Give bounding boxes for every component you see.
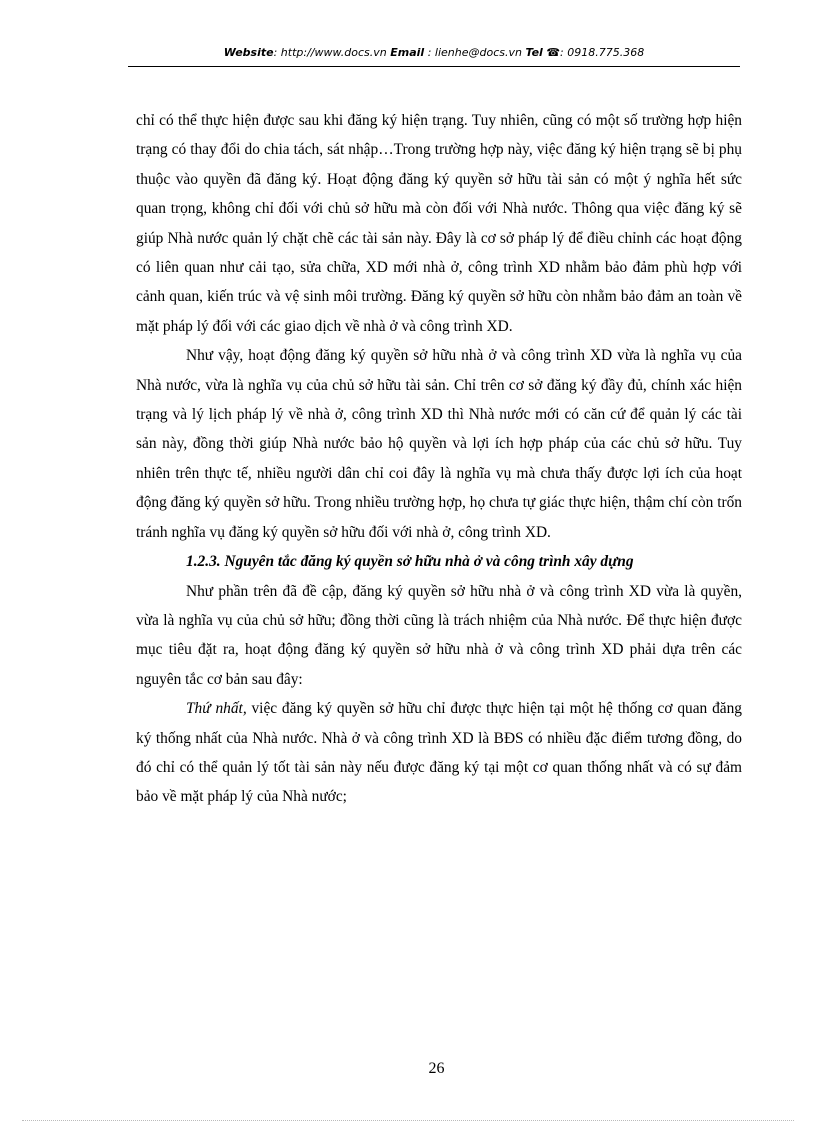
tel-value: : 0918.775.368 <box>560 46 645 59</box>
footer-divider <box>22 1120 794 1121</box>
phone-icon: ☎ <box>546 46 561 59</box>
email-label: Email <box>390 46 425 59</box>
paragraph-4-lead: Thứ nhất, <box>186 700 247 718</box>
header-divider <box>128 66 740 67</box>
section-heading: 1.2.3. Nguyên tắc đăng ký quyền sở hữu nhà ở và công trình xây dựng <box>186 553 634 571</box>
tel-label: Tel <box>525 46 543 59</box>
body-text <box>136 106 742 812</box>
paragraph-3: Như phần trên đã đề cập, đăng ký quyền sở hữu nhà ở và công trình XD vừa là quyền, vừa là nghĩa vụ của chủ sở hữu; đồng thời cũng là trách nhiệm của Nhà nước. Để thực hiện được mục tiêu đặt ra, hoạt động đăng ký quyền sở hữu nhà ở và công trình XD phải dựa trên các nguyên tắc cơ bản sau đây: <box>136 582 742 688</box>
paragraph-4-text: việc đăng ký quyền sở hữu chỉ được thực hiện tại một hệ thống cơ quan đăng ký thống nhất của Nhà nước. Nhà ở và công trình XD là BĐS có nhiều đặc điểm tương đồng, do đó chỉ có thể quản lý tốt tài sản này nếu được đăng ký tại một cơ quan thống nhất và có sự đảm bảo về mặt pháp lý của Nhà nước; <box>136 700 742 806</box>
paragraph-2: Như vậy, hoạt động đăng ký quyền sở hữu nhà ở và công trình XD vừa là nghĩa vụ của Nhà nước, vừa là nghĩa vụ của chủ sở hữu tài sản. Chỉ trên cơ sở đăng ký đầy đủ, chính xác hiện trạng và lý lịch pháp lý về nhà ở, công trình XD thì Nhà nước mới có căn cứ để quản lý các tài sản này, đồng thời giúp Nhà nước bảo hộ quyền và lợi ích hợp pháp của các chủ sở hữu. Tuy nhiên trên thực tế, nhiều người dân chỉ coi đây là nghĩa vụ mà chưa thấy được lợi ích của hoạt động đăng ký quyền sở hữu. Trong nhiều trường hợp, họ chưa tự giác thực hiện, thậm chí còn trốn tránh nghĩa vụ đăng ký quyền sở hữu đối với nhà ở, công trình XD. <box>136 347 742 541</box>
paragraph-4 <box>136 694 742 812</box>
email-value: : lienhe@docs.vn <box>427 46 522 59</box>
website-label: Website <box>223 46 274 59</box>
page-number: 26 <box>428 1060 445 1077</box>
page-header <box>128 46 740 66</box>
paragraph-1: chỉ có thể thực hiện được sau khi đăng ký hiện trạng. Tuy nhiên, cũng có một số trường hợp hiện trạng có thay đổi do chia tách, sát nhập…Trong trường hợp này, việc đăng ký hiện trạng sẽ bị phụ thuộc vào quyền đã đăng ký. Hoạt động đăng ký quyền sở hữu tài sản có một ý nghĩa hết sức quan trọng, không chỉ đối với chủ sở hữu mà còn đối với Nhà nước. Thông qua việc đăng ký sẽ giúp Nhà nước quản lý chặt chẽ các tài sản này. Đây là cơ sở pháp lý để điều chỉnh các hoạt động có liên quan như cải tạo, sửa chữa, XD mới nhà ở, công trình XD nhằm bảo đảm phù hợp với cảnh quan, kiến trúc và vệ sinh môi trường. Đăng ký quyền sở hữu còn nhằm bảo đảm an toàn về mặt pháp lý đối với các giao dịch về nhà ở và công trình XD. <box>136 112 742 335</box>
website-value: : http://www.docs.vn <box>273 46 387 59</box>
